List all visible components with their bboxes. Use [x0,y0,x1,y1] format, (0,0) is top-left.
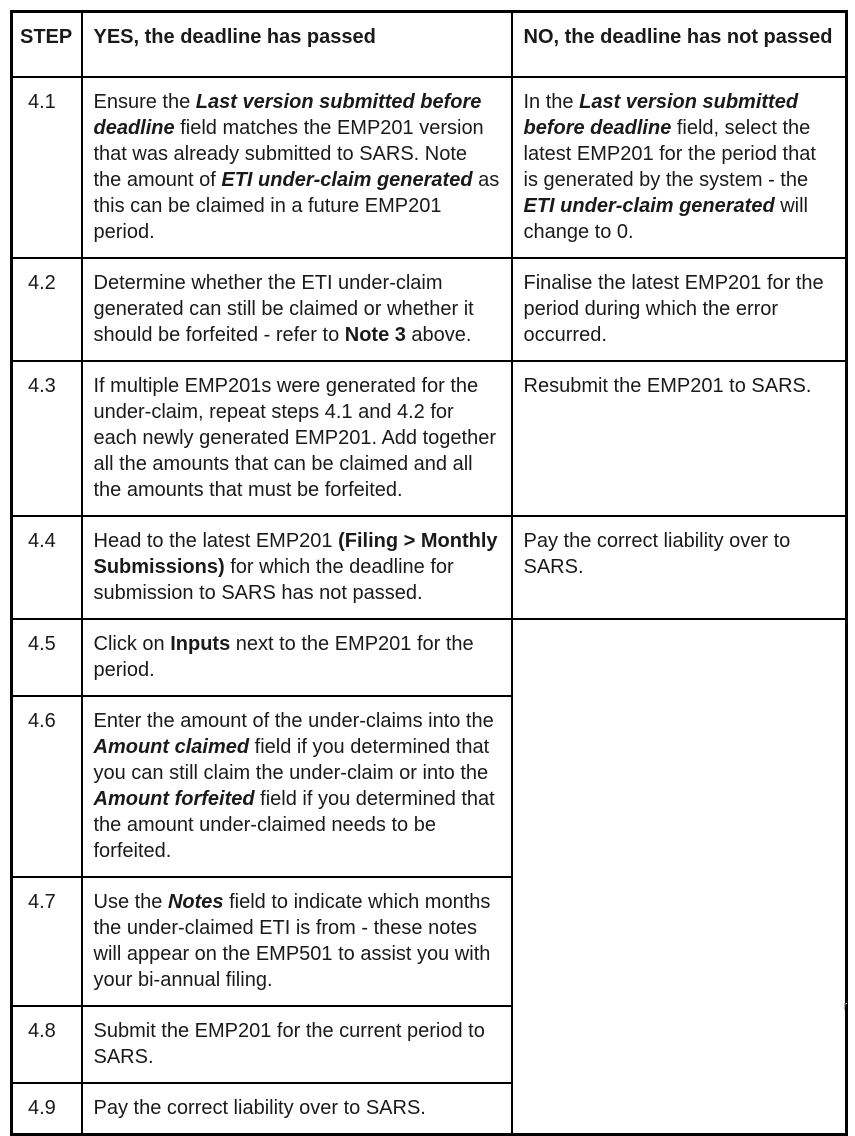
table-body [12,77,847,1135]
no-column-cell [512,77,847,258]
emphasized-text: Last version submitted before deadline [523,90,799,139]
emphasized-text: Note 3 [344,323,406,346]
text-segment: next to the EMP201 for the period. [93,632,474,681]
steps-table [10,10,848,1136]
yes-column-cell [82,258,512,361]
table-row [12,258,847,361]
yes-column-cell [82,877,512,1006]
text-segment: Enter the amount of the under-claims into the [93,709,494,732]
text-segment: will change to 0. [523,194,809,243]
step-number: 4.6 [12,696,82,877]
table-row [12,77,847,258]
text-segment: field, select the latest EMP201 for the period that is generated by the system - the [523,116,816,191]
text-segment: field if you determined that the amount under-claimed needs to be forfeited. [93,787,495,862]
yes-column-cell [82,77,512,258]
text-segment: If multiple EMP201s were generated for the under-claim, repeat steps 4.1 and 4.2 for each newly generated EMP201. Add together all the amounts that can be claimed and all the amounts that must be forfeited. [93,374,496,501]
no-column-cell [512,258,847,361]
text-segment: Use the [93,890,168,913]
yes-column-cell [82,516,512,619]
emphasized-text: Inputs [170,632,231,655]
emphasized-text: Amount claimed [93,735,250,758]
scan-artifact: r [843,998,848,1013]
step-number: 4.1 [12,77,82,258]
text-segment: field if you determined that you can still claim the under-claim or into the [93,735,490,784]
emphasized-text: ETI under-claim generated [221,168,473,191]
text-segment: Click on [93,632,171,655]
text-segment: In the [523,90,580,113]
table-row [12,619,847,696]
yes-column-cell [82,696,512,877]
emphasized-text: Amount forfeited [93,787,255,810]
text-segment: Pay the correct liability over to SARS. [523,529,791,578]
yes-column-cell [82,1006,512,1083]
yes-column-cell [82,619,512,696]
emphasized-text: Last version submitted before deadline [93,90,482,139]
no-column-merged-empty-cell [512,619,847,1135]
text-segment: Resubmit the EMP201 to SARS. [523,374,812,397]
step-number: 4.4 [12,516,82,619]
text-segment: Submit the EMP201 for the current period to SARS. [93,1019,485,1068]
yes-column-cell [82,361,512,516]
text-segment: Determine whether the ETI under-claim generated can still be claimed or whether it should be forfeited - refer to [93,271,474,346]
step-number: 4.5 [12,619,82,696]
header-no-deadline-not-passed: NO, the deadline has not passed [512,12,847,77]
emphasized-text: (Filing > Monthly Submissions) [93,529,498,578]
table-row [12,516,847,619]
text-segment: Ensure the [93,90,196,113]
step-number: 4.8 [12,1006,82,1083]
no-column-cell [512,516,847,619]
step-number: 4.2 [12,258,82,361]
text-segment: above. [405,323,472,346]
text-segment: Pay the correct liability over to SARS. [93,1096,426,1119]
text-segment: for which the deadline for submission to SARS has not passed. [93,555,454,604]
step-number: 4.9 [12,1083,82,1135]
text-segment: Finalise the latest EMP201 for the period during which the error occurred. [523,271,824,346]
emphasized-text: ETI under-claim generated [523,194,775,217]
header-step: STEP [12,12,82,77]
yes-column-cell [82,1083,512,1135]
step-number: 4.3 [12,361,82,516]
no-column-cell [512,361,847,516]
text-segment: as this can be claimed in a future EMP201 period. [93,168,500,243]
table-header [12,12,847,77]
text-segment: Head to the latest EMP201 [93,529,339,552]
text-segment: field to indicate which months the under-claimed ETI is from - these notes will appear on the EMP501 to assist you with your bi-annual filing. [93,890,491,991]
emphasized-text: Notes [167,890,224,913]
table-row [12,361,847,516]
header-yes-deadline-passed: YES, the deadline has passed [82,12,512,77]
text-segment: field matches the EMP201 version that was already submitted to SARS. Note the amount of [93,116,484,191]
step-number: 4.7 [12,877,82,1006]
header-row [12,12,847,77]
